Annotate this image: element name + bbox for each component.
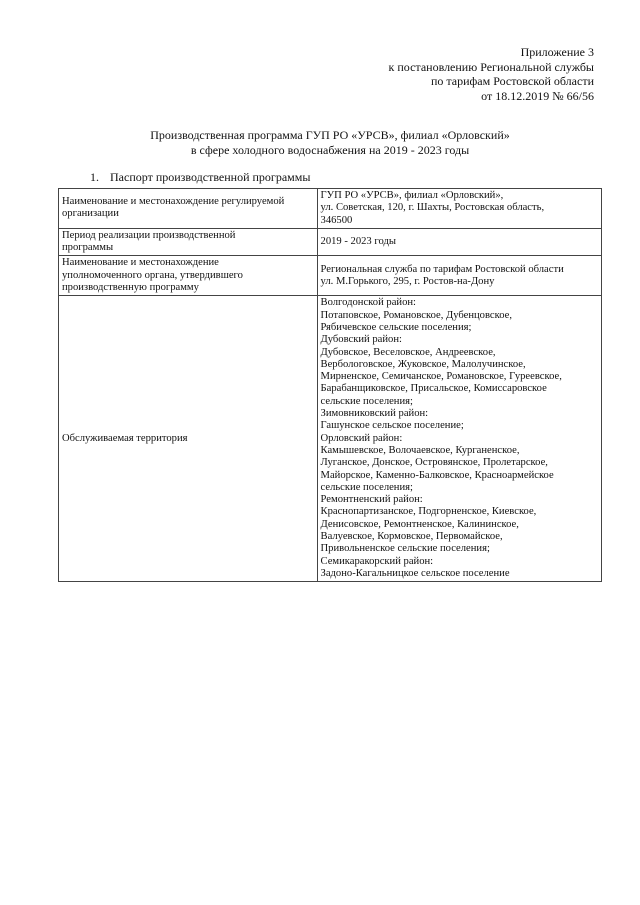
row-label: Наименование и местонахождение уполномоченного органа, утвердившего производственную программу — [59, 256, 318, 296]
row-value: 2019 - 2023 годы — [317, 228, 601, 256]
annex-line: к постановлению Региональной службы — [388, 59, 594, 74]
section-text: Паспорт производственной программы — [110, 170, 311, 184]
row-label: Наименование и местонахождение регулируемой организации — [59, 189, 318, 229]
table-row — [59, 256, 602, 296]
table-row — [59, 296, 602, 582]
section-heading — [90, 170, 310, 184]
section-number: 1. — [90, 170, 99, 184]
title-line: в сфере холодного водоснабжения на 2019 - 2023 годы — [190, 142, 470, 157]
title-line: Производственная программа ГУП РО «УРСВ», филиал «Орловский» — [150, 128, 510, 142]
annex-line: от 18.12.2019 № 66/56 — [481, 88, 594, 103]
row-value: Региональная служба по тарифам Ростовской области ул. М.Горького, 295, г. Ростов-на-Дону — [317, 256, 601, 296]
annex-header — [294, 45, 594, 103]
row-value: ГУП РО «УРСВ», филиал «Орловский», ул. Советская, 120, г. Шахты, Ростовская область, 346500 — [317, 189, 601, 229]
annex-line: Приложение 3 — [520, 45, 594, 59]
table-row — [59, 189, 602, 229]
passport-table — [58, 188, 602, 582]
row-label: Период реализации производственной программы — [59, 228, 318, 256]
row-label: Обслуживаемая территория — [59, 296, 318, 582]
row-value-territory: Волгодонской район: Потаповское, Романовское, Дубенцовское, Рябичевское сельские поселения; Дубовский район: Дубовское, Веселовское, Андреевское, Вербологовское, Жуковское, Малолучинское, Мирненское, Семичанское, Романовское, Гуреевское, Барабанщиковское, Присальское, Комиссаровское сельские поселения; Зимовниковский район: Гашунское сельское поселение; Орловский район: Камышевское, Волочаевское, Курганенское, Луганское, Донское, Островянское, Пролетарское, Майорское, Каменно-Балковское, Красноармейское сельские поселения; Ремонтненский район: Краснопартизанское, Подгорненское, Киевское, Денисовское, Ремонтненское, Калининское, Валуевское, Кормовское, Первомайское, Привольненское сельские поселения; Семикаракорский район: Задоно-Кагальницкое сельское поселение — [317, 296, 601, 582]
table-row — [59, 228, 602, 256]
annex-line: по тарифам Ростовской области — [430, 74, 594, 88]
document-title — [58, 128, 602, 157]
